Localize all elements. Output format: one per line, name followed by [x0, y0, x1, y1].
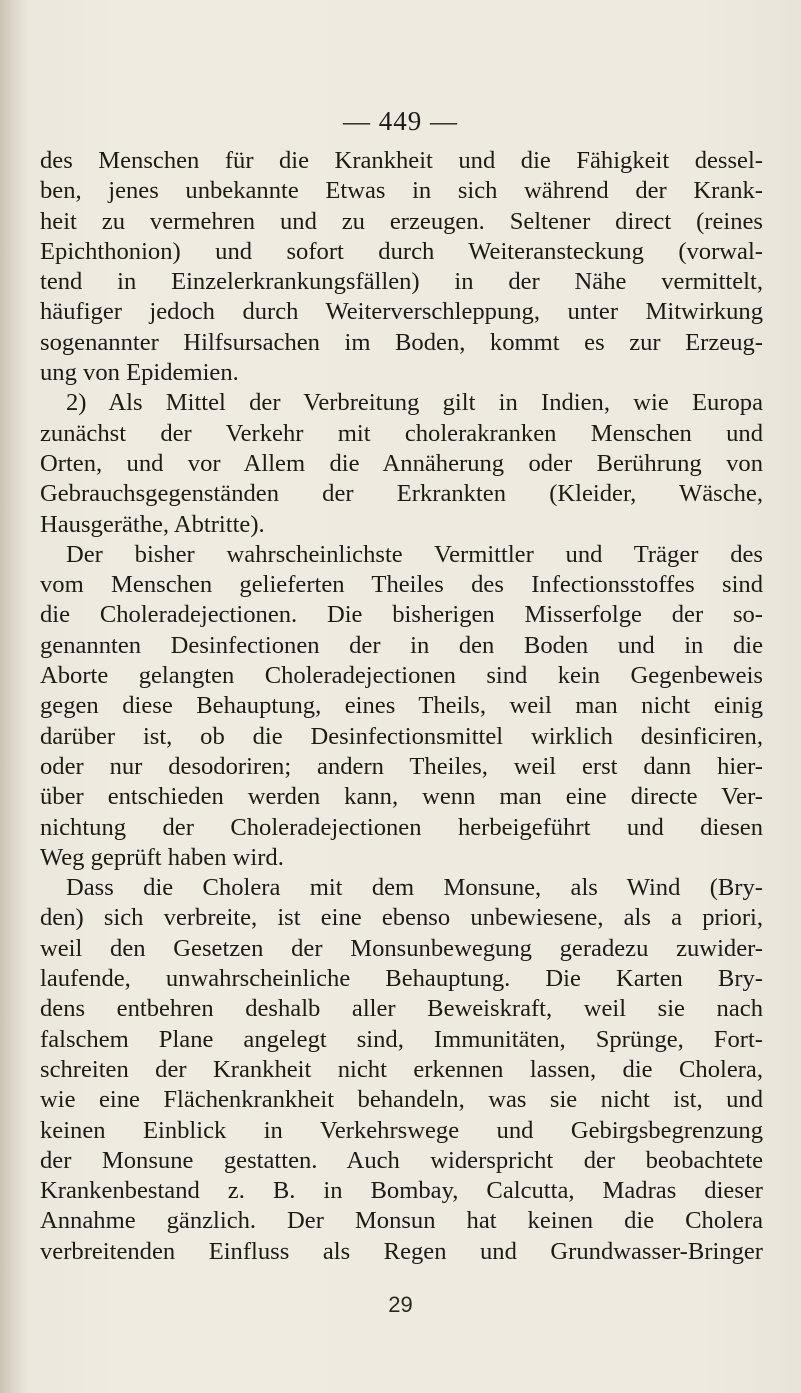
- text-line: Epichthonion) und sofort durch Weiteransteckung (vorwal-: [40, 237, 763, 265]
- text-line: Der bisher wahrscheinlichste Vermittler und Träger des: [66, 540, 763, 568]
- text-line: dens entbehren deshalb aller Beweiskraft, weil sie nach: [40, 995, 763, 1023]
- text-line: laufende, unwahrscheinliche Behauptung. Die Karten Bry-: [40, 965, 763, 993]
- text-line: schreiten der Krankheit nicht erkennen lassen, die Cholera,: [40, 1055, 763, 1083]
- text-line: keinen Einblick in Verkehrswege und Gebirgsbegrenzung: [40, 1116, 763, 1144]
- text-line: Annahme gänzlich. Der Monsun hat keinen die Cholera: [40, 1207, 763, 1235]
- signature-mark: 29: [388, 1292, 413, 1317]
- text-line: die Choleradejectionen. Die bisherigen Misserfolge der so-: [40, 601, 763, 629]
- page-number-header: — 449 —: [343, 106, 458, 136]
- text-line: 2) Als Mittel der Verbreitung gilt in Indien, wie Europa: [66, 389, 763, 417]
- text-line: häufiger jedoch durch Weiterverschleppung, unter Mitwirkung: [40, 298, 763, 326]
- text-line: falschem Plane angelegt sind, Immunitäten, Sprünge, Fort-: [40, 1025, 763, 1053]
- text-line: Dass die Cholera mit dem Monsune, als Wind (Bry-: [66, 874, 763, 902]
- text-line: den) sich verbreite, ist eine ebenso unbewiesene, als a priori,: [40, 904, 763, 932]
- body-text: [40, 146, 763, 1267]
- text-line: sogenannter Hilfsursachen im Boden, kommt es zur Erzeug-: [40, 328, 763, 356]
- text-line: tend in Einzelerkrankungsfällen) in der Nähe vermittelt,: [40, 268, 763, 296]
- text-line: ben, jenes unbekannte Etwas in sich während der Krank-: [40, 177, 763, 205]
- text-line: wie eine Flächenkrankheit behandeln, was sie nicht ist, und: [40, 1086, 763, 1114]
- text-line: vom Menschen gelieferten Theiles des Infectionsstoffes sind: [40, 571, 763, 599]
- book-gutter-shadow: [0, 0, 22, 1393]
- text-line: des Menschen für die Krankheit und die Fähigkeit dessel-: [40, 147, 763, 174]
- text-line: Orten, und vor Allem die Annäherung oder Berührung von: [40, 449, 763, 477]
- text-line: Hausgeräthe, Abtritte).: [40, 510, 265, 538]
- text-line: ung von Epidemien.: [40, 359, 239, 387]
- text-line: genannten Desinfectionen der in den Boden und in die: [40, 631, 763, 659]
- text-line: weil den Gesetzen der Monsunbewegung geradezu zuwider-: [40, 934, 763, 962]
- text-line: Krankenbestand z. B. in Bombay, Calcutta, Madras dieser: [40, 1177, 763, 1205]
- text-line: gegen diese Behauptung, eines Theils, weil man nicht einig: [40, 692, 763, 720]
- text-line: Weg geprüft haben wird.: [40, 843, 284, 871]
- text-line: der Monsune gestatten. Auch widerspricht der beobachtete: [40, 1146, 763, 1174]
- text-line: Aborte gelangten Choleradejectionen sind kein Gegenbeweis: [40, 662, 763, 690]
- text-line: Gebrauchsgegenständen der Erkrankten (Kleider, Wäsche,: [40, 480, 763, 508]
- text-line: zunächst der Verkehr mit cholerakranken Menschen und: [40, 419, 763, 447]
- text-line: darüber ist, ob die Desinfectionsmittel wirklich desinficiren,: [40, 722, 763, 750]
- text-line: oder nur desodoriren; andern Theiles, weil erst dann hier-: [40, 752, 763, 780]
- text-line: über entschieden werden kann, wenn man eine directe Ver-: [40, 783, 763, 811]
- text-line: nichtung der Choleradejectionen herbeigeführt und diesen: [40, 813, 763, 841]
- text-line: heit zu vermehren und zu erzeugen. Seltener direct (reines: [40, 207, 763, 235]
- text-line: verbreitenden Einfluss als Regen und Grundwasser-Bringer: [40, 1237, 763, 1265]
